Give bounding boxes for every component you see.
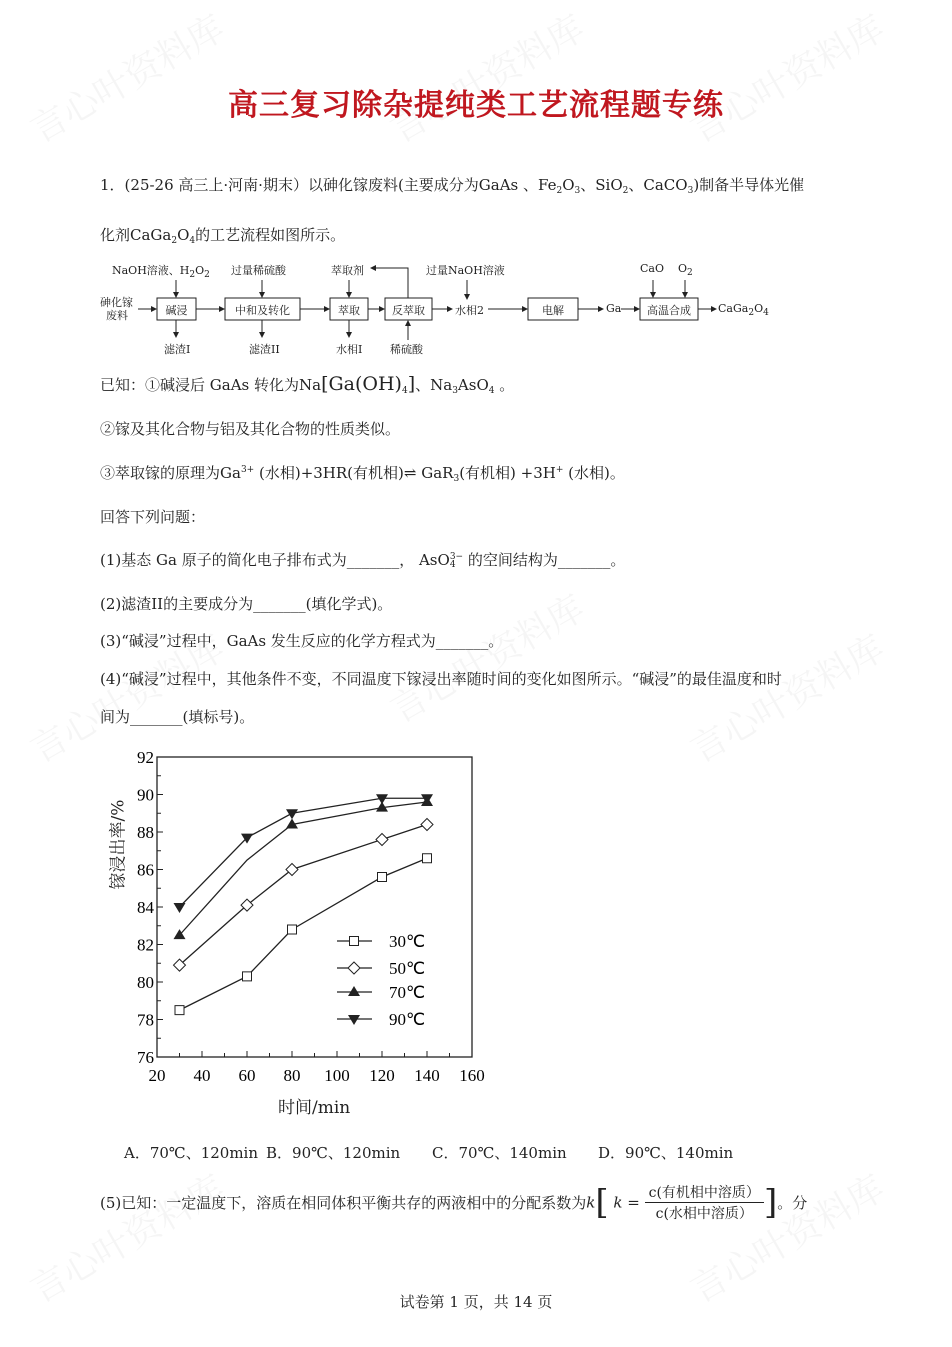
y-tick-label: 88	[137, 823, 154, 842]
data-point	[286, 864, 298, 876]
flow-reagent-o2: $O_2$	[678, 262, 693, 278]
flow-reagent-extractant: 萃取剂	[331, 264, 364, 277]
legend-marker	[348, 1015, 360, 1025]
x-axis-label: 时间/min	[278, 1098, 351, 1118]
flow-reagent-h2so4: 过量稀硫酸	[231, 264, 286, 277]
known-2: ②镓及其化合物与铝及其化合物的性质类似。	[100, 420, 401, 438]
page-title: 高三复习除杂提纯类工艺流程题专练	[228, 88, 724, 123]
x-tick-label: 140	[414, 1066, 440, 1085]
data-point	[288, 925, 297, 934]
x-tick-label: 160	[459, 1066, 485, 1085]
sub-question-2: (2)滤渣II的主要成分为_______(填化学式)。	[100, 595, 393, 613]
flow-box-high-temp: 高温合成	[647, 304, 691, 317]
partition-fraction: $\frac{\text{c(有机相中溶质）}}{\text{c(水相中溶质）}}$	[645, 1182, 764, 1223]
known-1: 已知：①碱浸后 GaAs 转化为$Na[Ga(OH)_4]$、$Na_3AsO_4$ 。	[100, 373, 515, 396]
flow-product: $CaGa_2O_4$	[718, 302, 769, 318]
x-tick-label: 20	[148, 1066, 166, 1085]
flow-reagent-naoh-h2o2: NaOH溶液、$H_2O_2$	[112, 264, 210, 280]
flow-residue-1: 滤渣I	[164, 343, 191, 356]
legend-marker	[350, 937, 359, 946]
sub-question-4-line2: 间为_______(填标号)。	[100, 708, 255, 726]
flow-aqueous-2: 水相2	[455, 304, 484, 317]
option-d[interactable]: D．90℃、140min	[598, 1144, 734, 1162]
flow-dilute-h2so4: 稀硫酸	[390, 343, 423, 356]
flow-ga: Ga	[606, 302, 622, 315]
known-3: ③萃取镓的原理为$Ga^{3+}$ (水相)+3HR(有机相)⇌ GaR$_3$(有机相) +3H+ (水相)。	[100, 464, 625, 484]
data-point	[286, 809, 298, 819]
x-tick-label: 120	[369, 1066, 395, 1085]
legend-marker	[348, 986, 360, 996]
data-point	[174, 903, 186, 913]
y-tick-label: 90	[137, 785, 154, 805]
x-tick-label: 40	[193, 1066, 211, 1085]
legend-label: 30℃	[389, 932, 426, 951]
y-tick-label: 82	[137, 935, 154, 955]
x-tick-label: 80	[283, 1066, 301, 1085]
question-1-line2: 化剂$CaGa_2O_4$的工艺流程如图所示。	[100, 226, 346, 246]
y-tick-label: 84	[137, 898, 154, 917]
data-point	[243, 972, 252, 981]
y-tick-label: 80	[137, 973, 154, 992]
flow-box-back-extract: 反萃取	[392, 304, 425, 317]
legend-label: 50℃	[389, 959, 426, 978]
option-c[interactable]: C．70℃、140min	[432, 1144, 567, 1162]
data-point	[175, 1006, 184, 1015]
legend-label: 90℃	[389, 1010, 426, 1029]
flow-input: 砷化镓 废料	[100, 296, 133, 322]
data-point	[376, 834, 388, 846]
y-tick-label: 86	[137, 860, 154, 880]
sub-question-5: (5)已知：一定温度下，溶质在相同体积平衡共存的两液相中的分配系数为k[ k = $\frac{\text{c(有机相中溶质）}}{\text{c(水相中溶质）}}$ ]。分	[100, 1182, 808, 1223]
legend-label: 70℃	[389, 983, 426, 1002]
data-point	[378, 873, 387, 882]
flow-box-electrolysis: 电解	[542, 304, 564, 317]
x-tick-label: 60	[238, 1066, 256, 1085]
answer-prompt: 回答下列问题：	[100, 508, 206, 526]
y-tick-label: 78	[137, 1010, 154, 1030]
y-axis-label: 镓浸出率/%	[108, 799, 129, 890]
y-tick-label: 92	[137, 748, 154, 767]
y-tick-label: 76	[137, 1048, 154, 1067]
page-footer: 试卷第 1 页，共 14 页	[399, 1293, 553, 1311]
flow-box-alkali-leach: 碱浸	[165, 304, 188, 317]
flow-aqueous-1: 水相I	[336, 343, 363, 356]
legend-marker	[348, 962, 360, 974]
data-point	[423, 854, 432, 863]
option-b[interactable]: B．90℃、120min	[266, 1144, 401, 1162]
sub-question-3: (3)“碱浸”过程中，GaAs 发生反应的化学方程式为_______。	[100, 632, 504, 650]
sub-question-1: (1)基态 Ga 原子的简化电子排布式为_______， AsO 3− 4 的空间结构为_______。	[100, 551, 626, 570]
option-a[interactable]: A．70℃、120min	[124, 1144, 259, 1162]
x-tick-label: 100	[324, 1066, 350, 1085]
flow-reagent-naoh: 过量NaOH溶液	[426, 264, 505, 277]
data-point	[421, 819, 433, 831]
flow-box-extract: 萃取	[338, 304, 360, 317]
sub-question-4-line1: (4)“碱浸”过程中，其他条件不变，不同温度下镓浸出率随时间的变化如图所示。“碱浸”的最佳温度和时	[100, 670, 782, 688]
series-line-3	[180, 798, 428, 907]
flow-residue-2: 滤渣II	[249, 343, 280, 356]
question-1-line1: 1．(25-26 高三上·河南·期末）以砷化镓废料(主要成分为GaAs 、$Fe_2O_3$、SiO$_2$、CaCO$_3$)制备半导体光催	[100, 176, 805, 196]
flow-box-neutralize: 中和及转化	[235, 304, 290, 317]
flow-reagent-cao: CaO	[640, 262, 664, 275]
